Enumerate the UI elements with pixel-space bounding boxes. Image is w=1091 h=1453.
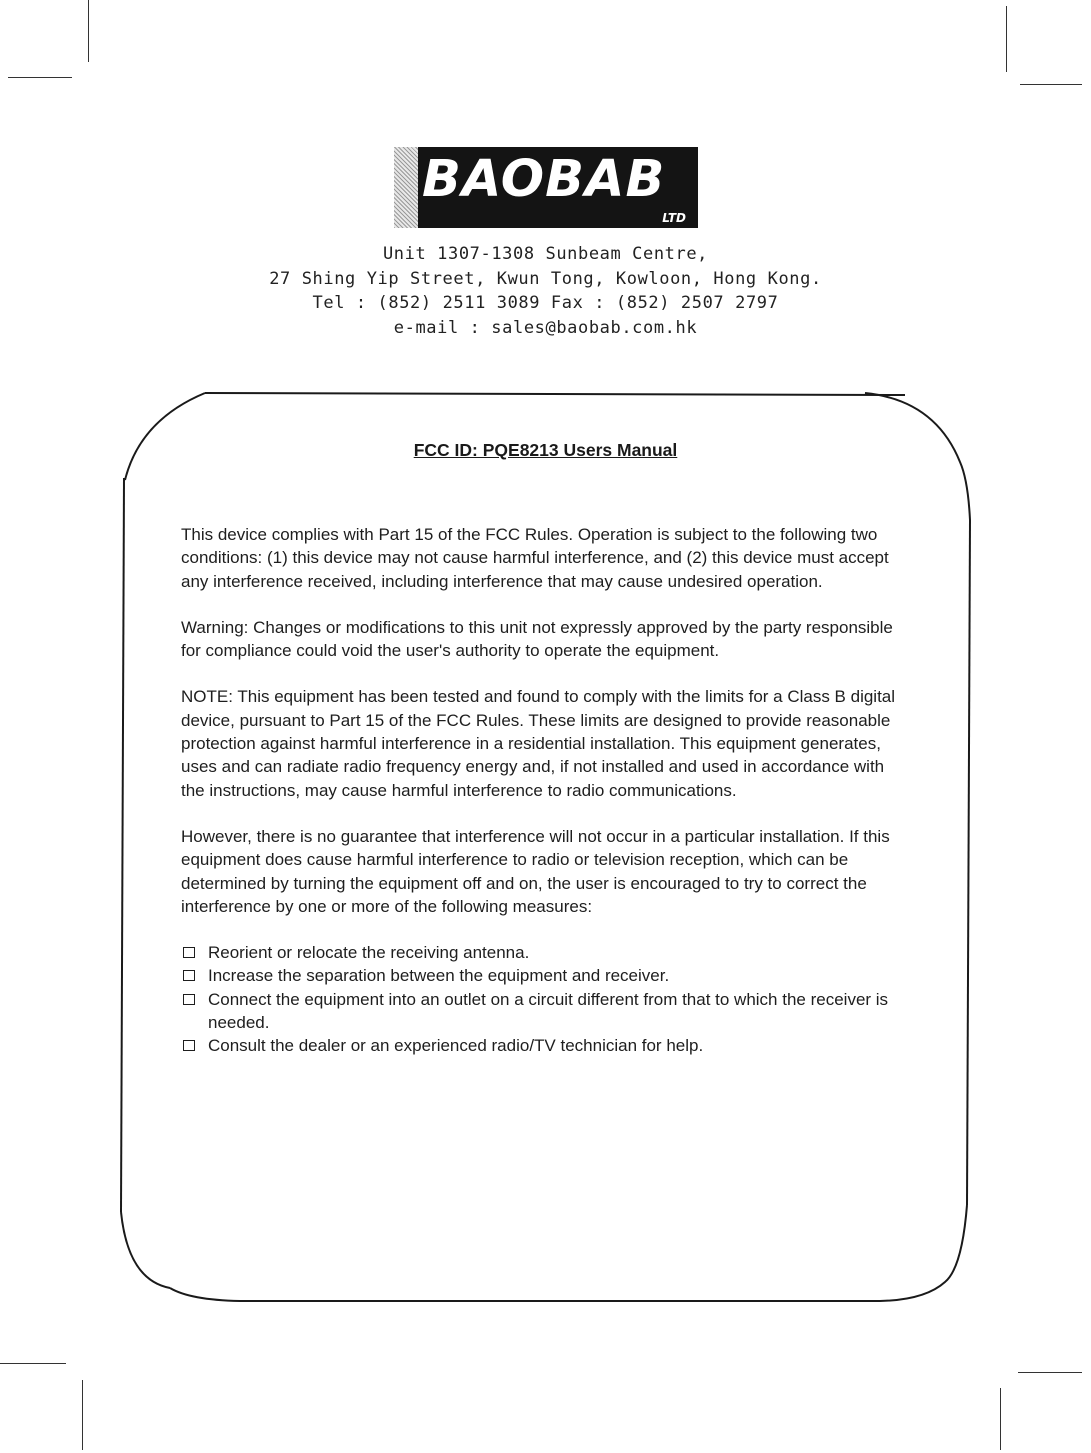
frame-bottom-edge — [170, 1288, 880, 1301]
checkbox-bullet-icon — [183, 1040, 195, 1051]
manual-body — [181, 523, 911, 1058]
list-item — [181, 1034, 911, 1057]
measures-list — [181, 941, 911, 1057]
measure-text: Increase the separation between the equipment and receiver. — [208, 966, 670, 986]
frame-right-edge — [967, 520, 970, 1205]
list-item — [181, 964, 911, 987]
frame-top-edge — [205, 393, 905, 395]
paragraph-compliance: This device complies with Part 15 of the FCC Rules. Operation is subject to the following two conditions: (1) this device may not cause harmful interference, and (2) this device must accept any interference received, including interference that may cause undesired operation. — [181, 525, 889, 591]
address-line-1: Unit 1307-1308 Sunbeam Centre, — [382, 244, 709, 264]
logo-name: BAOBAB — [422, 150, 666, 209]
measure-text: Consult the dealer or an experienced radio/TV technician for help. — [208, 1036, 704, 1056]
list-item — [181, 988, 911, 1035]
checkbox-bullet-icon — [183, 947, 195, 958]
email: e-mail : sales@baobab.com.hk — [393, 317, 698, 338]
frame-bottom-left-corner — [121, 1212, 170, 1288]
measure-text: Reorient or relocate the receiving antenna. — [208, 943, 530, 963]
frame-bottom-right-corner — [880, 1205, 967, 1301]
phone-fax: Tel : (852) 2511 3089 Fax : (852) 2507 2797 — [312, 293, 779, 313]
list-item — [181, 941, 911, 964]
logo-suffix: LTD — [662, 211, 686, 225]
frame-left-edge — [121, 478, 124, 1212]
measure-text: Connect the equipment into an outlet on a circuit different from that to which the receiver is needed. — [208, 989, 889, 1033]
manual-title — [0, 440, 1091, 461]
checkbox-bullet-icon — [183, 970, 195, 981]
paragraph-guarantee: However, there is no guarantee that interference will not occur in a particular installation. If this equipment does cause harmful interference to radio or television reception, which can be determined by turning the equipment off and on, the user is encouraged to try to correct the interference by one or more of the following measures: — [181, 826, 890, 916]
paragraph-warning: Warning: Changes or modifications to this unit not expressly approved by the party responsible for compliance could void the user's authority to operate the equipment. — [181, 617, 893, 661]
address-line-2: 27 Shing Yip Street, Kwun Tong, Kowloon, Hong Kong. — [269, 268, 822, 289]
checkbox-bullet-icon — [183, 994, 195, 1005]
paragraph-note: NOTE: This equipment has been tested and found to comply with the limits for a Class B digital device, pursuant to Part 15 of the FCC Rules. These limits are designed to provide reasonable protection against harmful interference in a residential installation. This equipment generates, uses and can radiate radio frequency energy and, if not installed and used in accordance with the instructions, may cause harmful interference to radio communications. — [181, 687, 896, 800]
manual-title-text: FCC ID: PQE8213 Users Manual — [413, 440, 678, 460]
frame-top-left-corner — [125, 393, 205, 480]
